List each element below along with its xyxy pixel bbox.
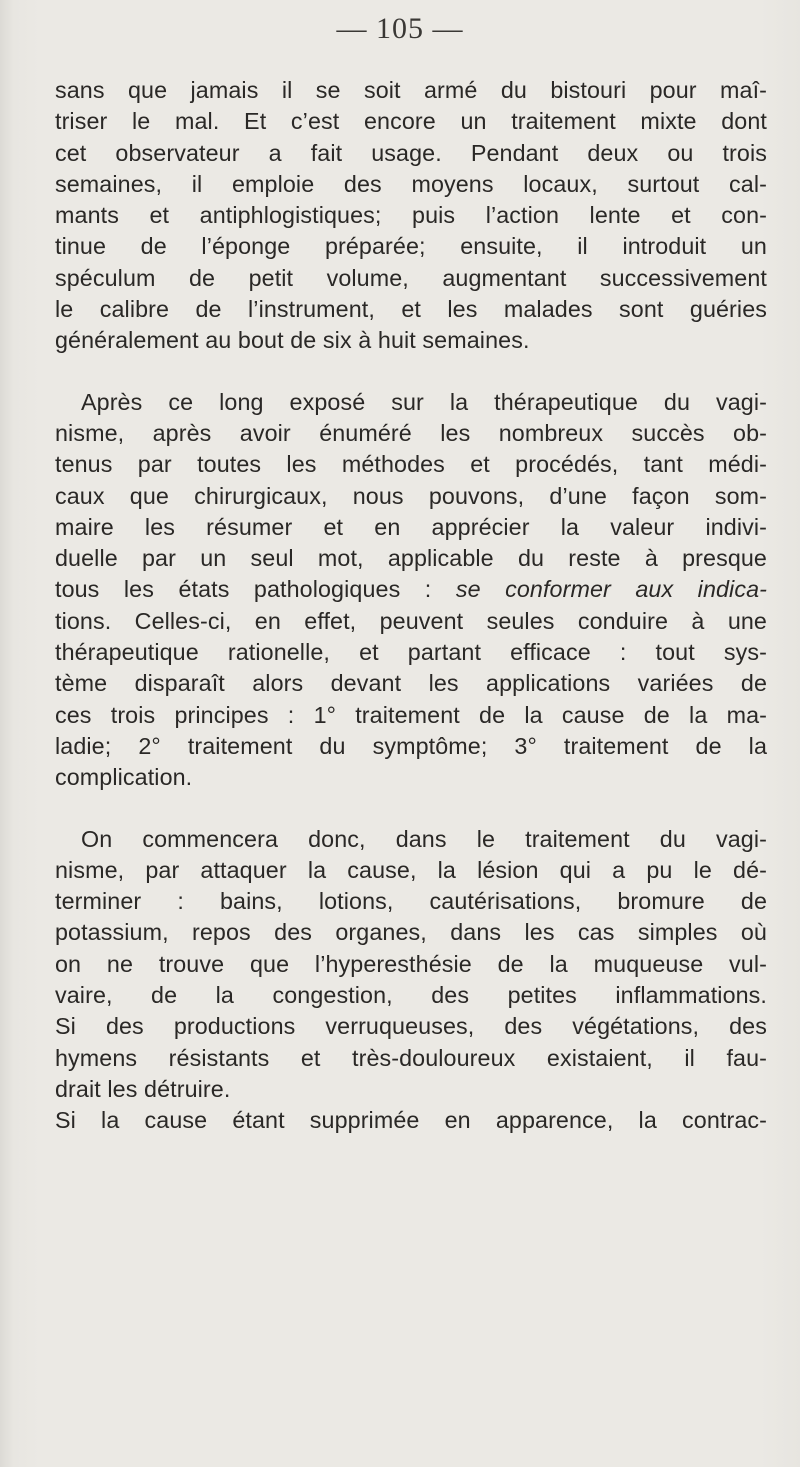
text-line: semaines, il emploie des moyens locaux, surtout cal- (55, 170, 767, 197)
text-line: tème disparaît alors devant les applications variées de (55, 670, 767, 697)
text-line: thérapeutique rationelle, et partant efficace : tout sys- (55, 639, 767, 666)
text-line: nisme, par attaquer la cause, la lésion qui a pu le dé- (55, 856, 767, 883)
text-line: Si la cause étant supprimée en apparence, la contrac- (55, 1107, 767, 1134)
text-line: potassium, repos des organes, dans les cas simples où (55, 919, 767, 946)
text-line: spéculum de petit volume, augmentant successivement (55, 264, 767, 291)
text-line: triser le mal. Et c’est encore un traitement mixte dont (55, 108, 767, 135)
text-line: sans que jamais il se soit armé du bistouri pour maî- (55, 77, 767, 103)
text-line: le calibre de l’instrument, et les malades sont guéries (55, 296, 767, 323)
text-line: terminer : bains, lotions, cautérisations, bromure de (55, 888, 767, 915)
paragraph-2 (55, 387, 767, 794)
text-line: hymens résistants et très-douloureux existaient, il fau- (55, 1044, 767, 1071)
page-number: — 105 — (336, 12, 464, 45)
text-line: On commencera donc, dans le traitement du vagi- (81, 825, 767, 852)
text-line: ladie; 2° traitement du symptôme; 3° traitement de la (55, 732, 767, 759)
text-line: caux que chirurgicaux, nous pouvons, d’une façon som- (55, 482, 767, 509)
text-line: cet observateur a fait usage. Pendant deux ou trois (55, 139, 767, 166)
text-line-with-italic (55, 574, 767, 605)
italic-phrase: se conformer aux indica- (455, 576, 768, 603)
paragraph-4 (55, 1105, 767, 1136)
text-line: on ne trouve que l’hyperesthésie de la muqueuse vul- (55, 950, 767, 977)
text-line: tenus par toutes les méthodes et procédés, tant médi- (55, 451, 767, 478)
text-line: ces trois principes : 1° traitement de la cause de la ma- (55, 701, 767, 728)
text-line: maire les résumer et en apprécier la valeur indivi- (55, 513, 767, 540)
text-line: duelle par un seul mot, applicable du reste à presque (55, 545, 767, 572)
text-line: Si des productions verruqueuses, des végétations, des (55, 1013, 767, 1040)
text-line: mants et antiphlogistiques; puis l’action lente et con- (55, 202, 767, 229)
text-line: complication. (55, 764, 193, 791)
paragraph-1 (55, 75, 767, 357)
text-line: drait les détruire. (55, 1075, 231, 1102)
text-line: tinue de l’éponge préparée; ensuite, il introduit un (55, 233, 767, 260)
text-line: tions. Celles-ci, en effet, peuvent seules conduire à une (55, 607, 767, 634)
text-line: généralement au bout de six à huit semaines. (55, 327, 530, 354)
text-line: nisme, après avoir énuméré les nombreux succès ob- (55, 419, 767, 446)
body-text (55, 75, 767, 1137)
paragraph-3 (55, 824, 767, 1106)
text-line: vaire, de la congestion, des petites inflammations. (55, 982, 767, 1009)
text-line: Après ce long exposé sur la thérapeutique du vagi- (81, 388, 767, 415)
text-segment: tous les états pathologiques : (55, 576, 456, 603)
